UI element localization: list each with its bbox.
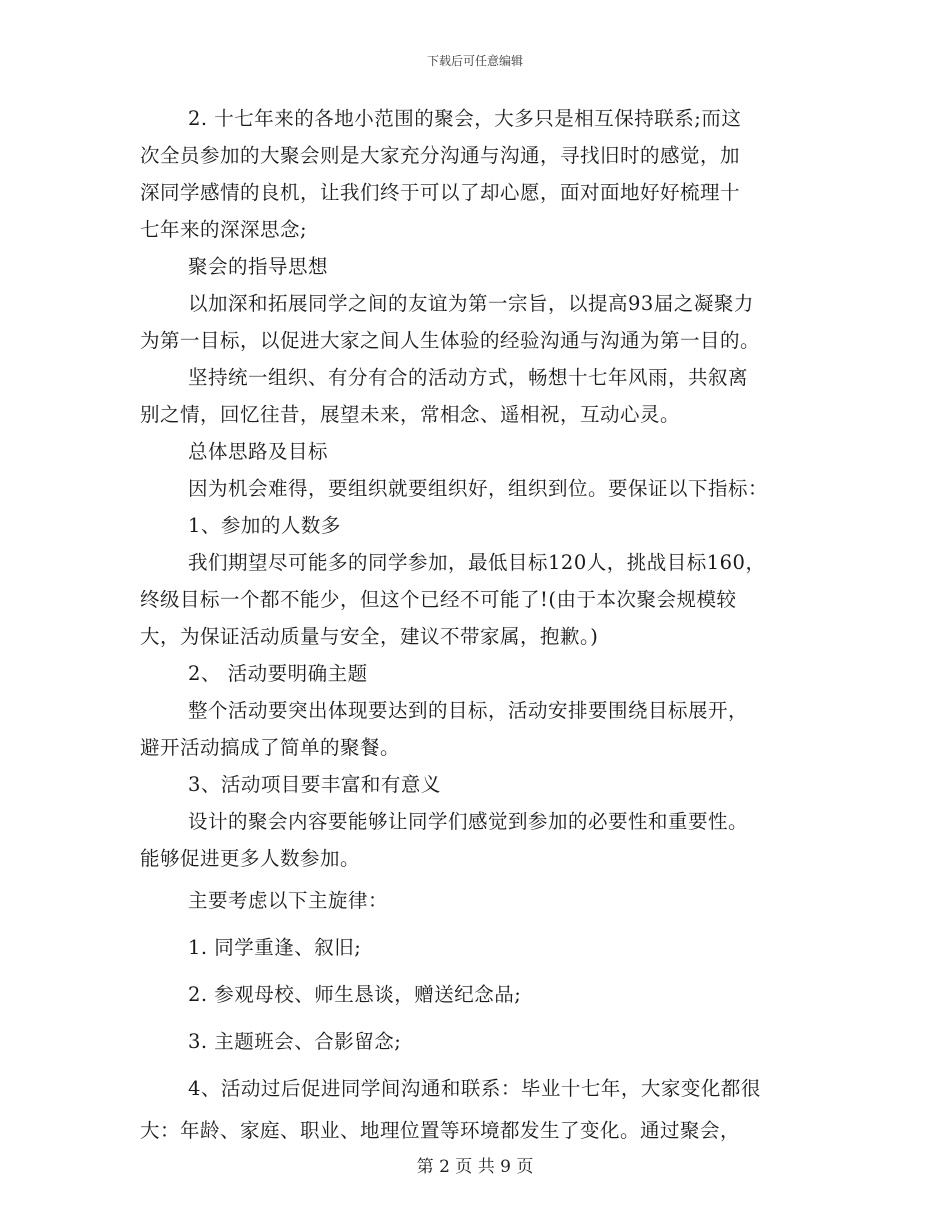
paragraph-line: 能够促进更多人数参加。 [140, 847, 361, 870]
list-heading: 1、参加的人数多 [188, 514, 341, 537]
list-item: 2. 参观母校、师生恳谈，赠送纪念品; [188, 983, 522, 1006]
paragraph-line: 设计的聚会内容要能够让同学们感觉到参加的必要性和重要性。 [188, 810, 749, 833]
paragraph-line: 次全员参加的大聚会则是大家充分沟通与沟通，寻找旧时的感觉，加 [140, 144, 741, 167]
list-item: 1. 同学重逢、叙旧; [188, 936, 362, 959]
paragraph-line: 大：年龄、家庭、职业、地理位置等环境都发生了变化。通过聚会， [140, 1119, 741, 1142]
section-heading: 总体思路及目标 [188, 440, 329, 463]
paragraph-line: 终级目标一个都不能少，但这个已经不可能了!(由于本次聚会规模较 [140, 588, 737, 611]
list-item: 3. 主题班会、合影留念; [188, 1030, 402, 1053]
paragraph-line: 大，为保证活动质量与安全，建议不带家属，抱歉。) [140, 625, 599, 648]
paragraph-line: 整个活动要突出体现要达到的目标，活动安排要围绕目标展开， [188, 699, 749, 722]
paragraph-line: 为第一目标，以促进大家之间人生体验的经验沟通与沟通为第一目的。 [140, 329, 761, 352]
paragraph-line: 以加深和拓展同学之间的友谊为第一宗旨，以提高93届之凝聚力 [188, 292, 754, 315]
paragraph-line: 我们期望尽可能多的同学参加，最低目标120人，挑战目标160， [188, 551, 766, 574]
paragraph-line: 别之情，回忆往昔，展望未来，常相念、遥相祝，互动心灵。 [140, 403, 681, 426]
paragraph-line: 避开活动搞成了简单的聚餐。 [140, 736, 401, 759]
page-footer: 第 2 页 共 9 页 [416, 1157, 534, 1177]
paragraph-line: 深同学感情的良机，让我们终于可以了却心愿，面对面地好好梳理十 [140, 181, 741, 204]
page-header: 下载后可任意编辑 [426, 54, 523, 68]
list-heading: 3、活动项目要丰富和有意义 [188, 773, 441, 796]
paragraph-line: 七年来的深深思念; [140, 218, 308, 241]
document-body [140, 100, 810, 1149]
paragraph-line: 因为机会难得，要组织就要组织好，组织到位。要保证以下指标： [188, 477, 769, 500]
list-heading: 2、 活动要明确主题 [188, 662, 368, 685]
section-heading: 聚会的指导思想 [188, 255, 329, 278]
paragraph-line: 主要考虑以下主旋律： [188, 889, 389, 912]
paragraph-line: 2. 十七年来的各地小范围的聚会，大多只是相互保持联系;而这 [188, 107, 742, 130]
list-heading: 4、活动过后促进同学间沟通和联系：毕业十七年，大家变化都很 [188, 1077, 761, 1100]
paragraph-line: 坚持统一组织、有分有合的活动方式，畅想十七年风雨，共叙离 [188, 366, 749, 389]
